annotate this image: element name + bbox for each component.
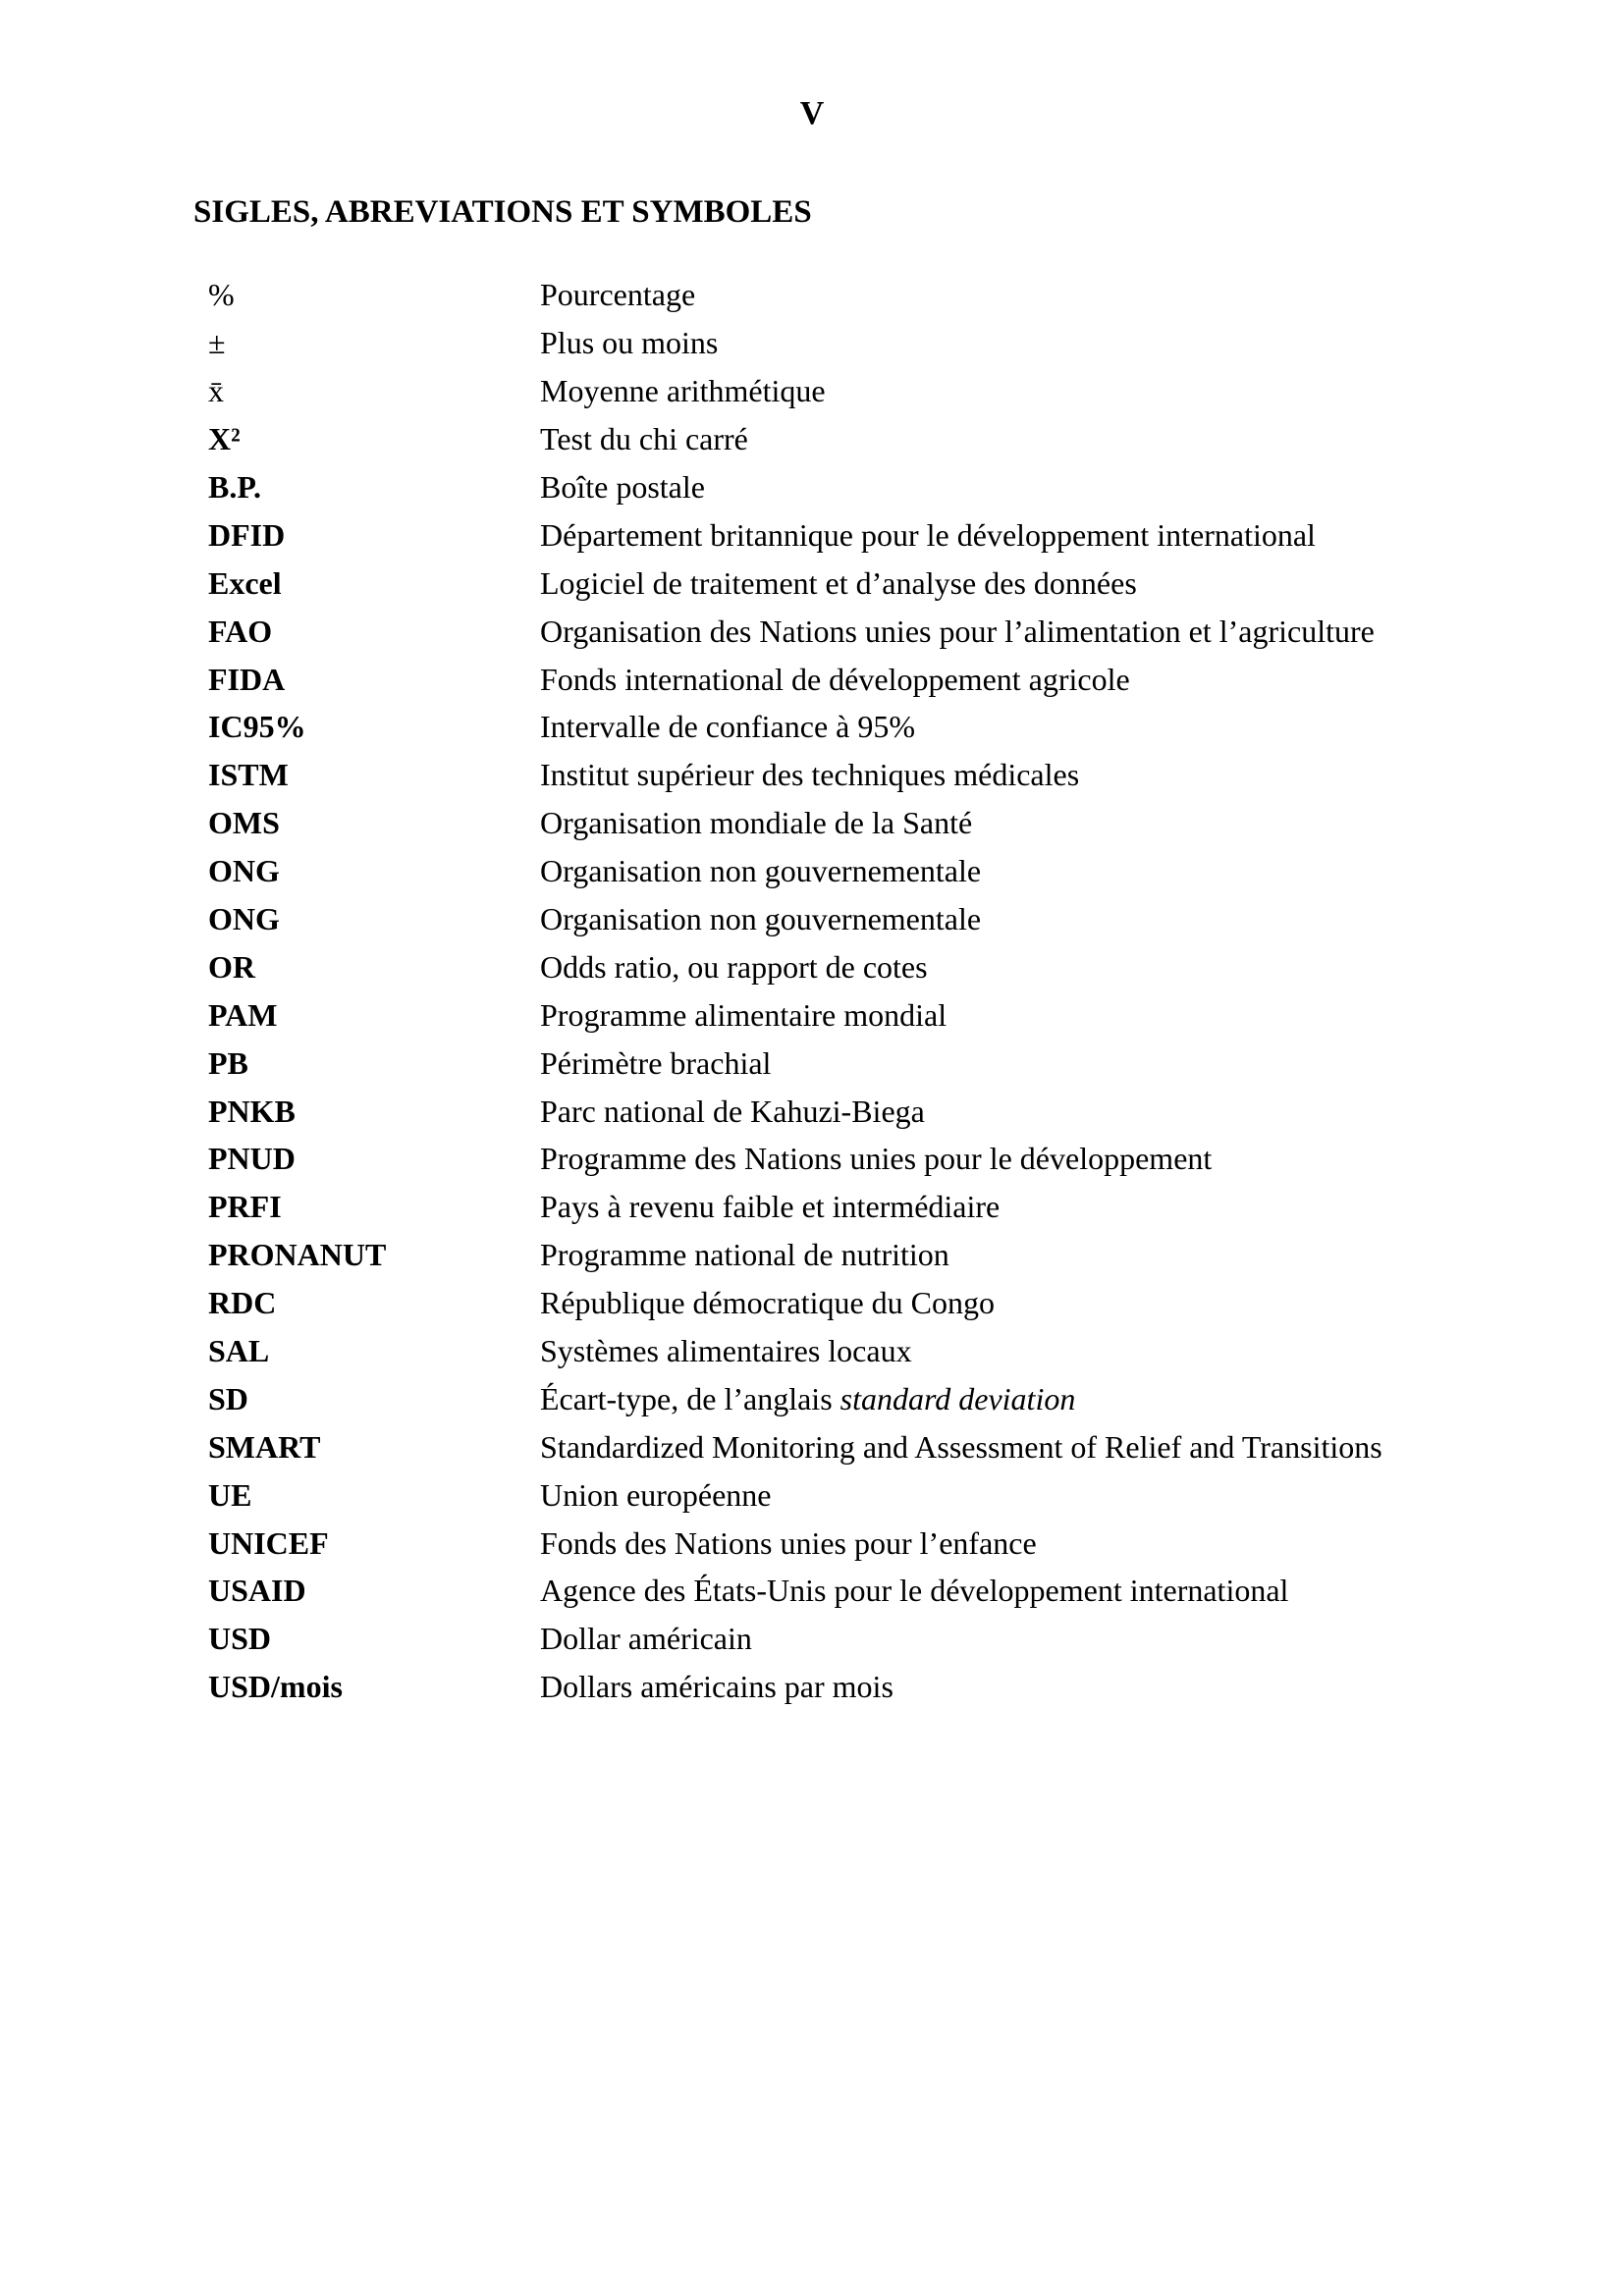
abbreviation-definition-text: Fonds des Nations unies pour l’enfance bbox=[540, 1524, 1037, 1561]
abbreviation-term: ISTM bbox=[208, 757, 289, 793]
abbreviation-row bbox=[208, 1087, 1382, 1135]
abbreviation-definition bbox=[540, 1379, 1075, 1418]
abbreviation-row bbox=[208, 990, 1382, 1039]
abbreviation-row bbox=[208, 1183, 1382, 1231]
abbreviation-definition-text: Agence des États-Unis pour le développement international bbox=[540, 1573, 1289, 1609]
abbreviation-definition bbox=[540, 275, 695, 314]
abbreviation-definition bbox=[540, 1283, 995, 1322]
abbreviation-row bbox=[208, 895, 1382, 943]
abbreviation-row bbox=[208, 510, 1382, 559]
abbreviation-term: SAL bbox=[208, 1333, 270, 1369]
abbreviation-definition bbox=[540, 707, 915, 746]
abbreviation-row bbox=[208, 703, 1382, 751]
abbreviation-row bbox=[208, 1279, 1382, 1327]
abbreviation-row bbox=[208, 1567, 1382, 1615]
abbreviation-term: USAID bbox=[208, 1573, 306, 1609]
abbreviation-definition-italic: standard deviation bbox=[839, 1380, 1076, 1416]
abbreviation-term: ONG bbox=[208, 901, 280, 937]
abbreviation-term: ONG bbox=[208, 853, 280, 889]
abbreviation-definition bbox=[540, 1427, 1382, 1467]
abbreviation-term: PNKB bbox=[208, 1093, 296, 1129]
abbreviation-term: UE bbox=[208, 1476, 252, 1513]
abbreviation-definition-text: Institut supérieur des techniques médicales bbox=[540, 757, 1080, 793]
abbreviation-term: DFID bbox=[208, 516, 286, 553]
abbreviation-definition-text: Organisation non gouvernementale bbox=[540, 853, 982, 889]
abbreviation-term: X² bbox=[208, 421, 241, 457]
abbreviation-term: OMS bbox=[208, 805, 280, 841]
abbreviation-definition-text: Pays à revenu faible et intermédiaire bbox=[540, 1189, 1001, 1225]
abbreviation-definition-text: Programme alimentaire mondial bbox=[540, 996, 947, 1033]
abbreviation-definition-text: Plus ou moins bbox=[540, 325, 719, 361]
abbreviation-definition-text: Périmètre brachial bbox=[540, 1044, 772, 1081]
abbreviation-term: PNUD bbox=[208, 1141, 296, 1177]
abbreviation-row bbox=[208, 1039, 1382, 1087]
abbreviation-term: x̄ bbox=[208, 373, 224, 409]
abbreviation-row bbox=[208, 1470, 1382, 1519]
abbreviation-definition bbox=[540, 419, 748, 458]
abbreviation-definition-text: Dollar américain bbox=[540, 1621, 752, 1657]
abbreviation-definition-text: Organisation non gouvernementale bbox=[540, 901, 982, 937]
abbreviation-definition bbox=[540, 1331, 912, 1370]
abbreviation-term: SD bbox=[208, 1380, 248, 1416]
abbreviation-definition bbox=[540, 899, 981, 938]
abbreviation-definition bbox=[540, 947, 928, 987]
abbreviation-definition-text: Dollars américains par mois bbox=[540, 1669, 893, 1705]
abbreviation-definition-text: Pourcentage bbox=[540, 277, 696, 313]
abbreviation-row bbox=[208, 751, 1382, 799]
abbreviation-definition bbox=[540, 515, 1316, 555]
abbreviation-definition bbox=[540, 1667, 893, 1706]
abbreviation-row bbox=[208, 1519, 1382, 1567]
abbreviation-definition bbox=[540, 1187, 1000, 1226]
abbreviation-term: PB bbox=[208, 1044, 248, 1081]
abbreviation-term: USD/mois bbox=[208, 1669, 343, 1705]
abbreviation-definition-text: Systèmes alimentaires locaux bbox=[540, 1333, 912, 1369]
abbreviation-row bbox=[208, 607, 1382, 655]
abbreviation-definition bbox=[540, 851, 981, 890]
abbreviation-term: B.P. bbox=[208, 469, 261, 505]
abbreviation-definition bbox=[540, 660, 1130, 699]
abbreviation-row bbox=[208, 1374, 1382, 1422]
abbreviation-definition bbox=[540, 1043, 771, 1083]
abbreviation-definition bbox=[540, 803, 972, 842]
abbreviation-term: OR bbox=[208, 948, 255, 985]
abbreviation-definition bbox=[540, 1092, 925, 1131]
abbreviation-row bbox=[208, 463, 1382, 511]
abbreviation-definition-text: Écart-type, de l’anglais bbox=[540, 1380, 840, 1416]
abbreviation-definition-text: Département britannique pour le développement international bbox=[540, 516, 1316, 553]
abbreviation-definition-text: Test du chi carré bbox=[540, 421, 748, 457]
abbreviation-row bbox=[208, 1422, 1382, 1470]
abbreviation-definition-text: Organisation des Nations unies pour l’alimentation et l’agriculture bbox=[540, 613, 1375, 649]
abbreviation-row bbox=[208, 1615, 1382, 1663]
abbreviation-term: Excel bbox=[208, 564, 282, 601]
abbreviation-row bbox=[208, 271, 1382, 319]
abbreviation-definition-text: Standardized Monitoring and Assessment of Relief and Transitions bbox=[540, 1428, 1382, 1465]
abbreviation-row bbox=[208, 799, 1382, 847]
abbreviation-term: PRONANUT bbox=[208, 1237, 387, 1273]
abbreviation-definition-text: Union européenne bbox=[540, 1476, 772, 1513]
abbreviation-definition-text: Programme national de nutrition bbox=[540, 1237, 949, 1273]
page-number: V bbox=[799, 95, 825, 132]
abbreviation-definition bbox=[540, 563, 1137, 603]
abbreviation-definition bbox=[540, 371, 826, 410]
abbreviation-definition bbox=[540, 323, 718, 362]
section-title: SIGLES, ABREVIATIONS ET SYMBOLES bbox=[193, 194, 812, 230]
abbreviation-term: FIDA bbox=[208, 661, 286, 697]
abbreviation-definition-text: Moyenne arithmétique bbox=[540, 373, 826, 409]
abbreviation-definition bbox=[540, 1235, 949, 1274]
abbreviation-term: PRFI bbox=[208, 1189, 282, 1225]
abbreviation-definition bbox=[540, 467, 705, 507]
abbreviation-term: SMART bbox=[208, 1428, 321, 1465]
abbreviation-definition bbox=[540, 1571, 1288, 1610]
abbreviation-definition bbox=[540, 755, 1079, 794]
abbreviation-term: FAO bbox=[208, 613, 273, 649]
abbreviation-row bbox=[208, 1135, 1382, 1183]
abbreviation-definition bbox=[540, 995, 947, 1035]
abbreviation-row bbox=[208, 1327, 1382, 1375]
abbreviation-row bbox=[208, 319, 1382, 367]
abbreviation-definition-text: Logiciel de traitement et d’analyse des données bbox=[540, 564, 1137, 601]
abbreviation-definition-text: Organisation mondiale de la Santé bbox=[540, 805, 973, 841]
abbreviation-term: PAM bbox=[208, 996, 278, 1033]
abbreviation-definition bbox=[540, 1523, 1037, 1563]
abbreviation-row bbox=[208, 415, 1382, 463]
abbreviation-definition-text: République démocratique du Congo bbox=[540, 1285, 996, 1321]
abbreviation-definition bbox=[540, 1619, 752, 1658]
abbreviation-definition-text: Programme des Nations unies pour le développement bbox=[540, 1141, 1213, 1177]
abbreviation-row bbox=[208, 367, 1382, 415]
abbreviation-row bbox=[208, 1231, 1382, 1279]
abbreviation-definition-text: Intervalle de confiance à 95% bbox=[540, 709, 916, 745]
abbreviation-row bbox=[208, 559, 1382, 607]
abbreviation-definition-text: Fonds international de développement agricole bbox=[540, 661, 1130, 697]
abbreviation-definition-text: Odds ratio, ou rapport de cotes bbox=[540, 948, 928, 985]
abbreviation-definition bbox=[540, 1475, 771, 1515]
abbreviation-row bbox=[208, 655, 1382, 703]
abbreviation-term: ± bbox=[208, 325, 226, 361]
abbreviation-definition-text: Boîte postale bbox=[540, 469, 705, 505]
abbreviation-term: IC95% bbox=[208, 709, 306, 745]
abbreviation-term: RDC bbox=[208, 1285, 277, 1321]
abbreviation-term: UNICEF bbox=[208, 1524, 329, 1561]
abbreviation-definition bbox=[540, 612, 1375, 651]
abbreviation-row bbox=[208, 847, 1382, 895]
abbreviation-row bbox=[208, 942, 1382, 990]
abbreviation-list bbox=[208, 271, 1382, 1711]
abbreviation-definition-text: Parc national de Kahuzi-Biega bbox=[540, 1093, 925, 1129]
abbreviation-term: % bbox=[208, 277, 235, 313]
abbreviation-term: USD bbox=[208, 1621, 272, 1657]
abbreviation-definition bbox=[540, 1139, 1212, 1178]
abbreviation-row bbox=[208, 1663, 1382, 1711]
